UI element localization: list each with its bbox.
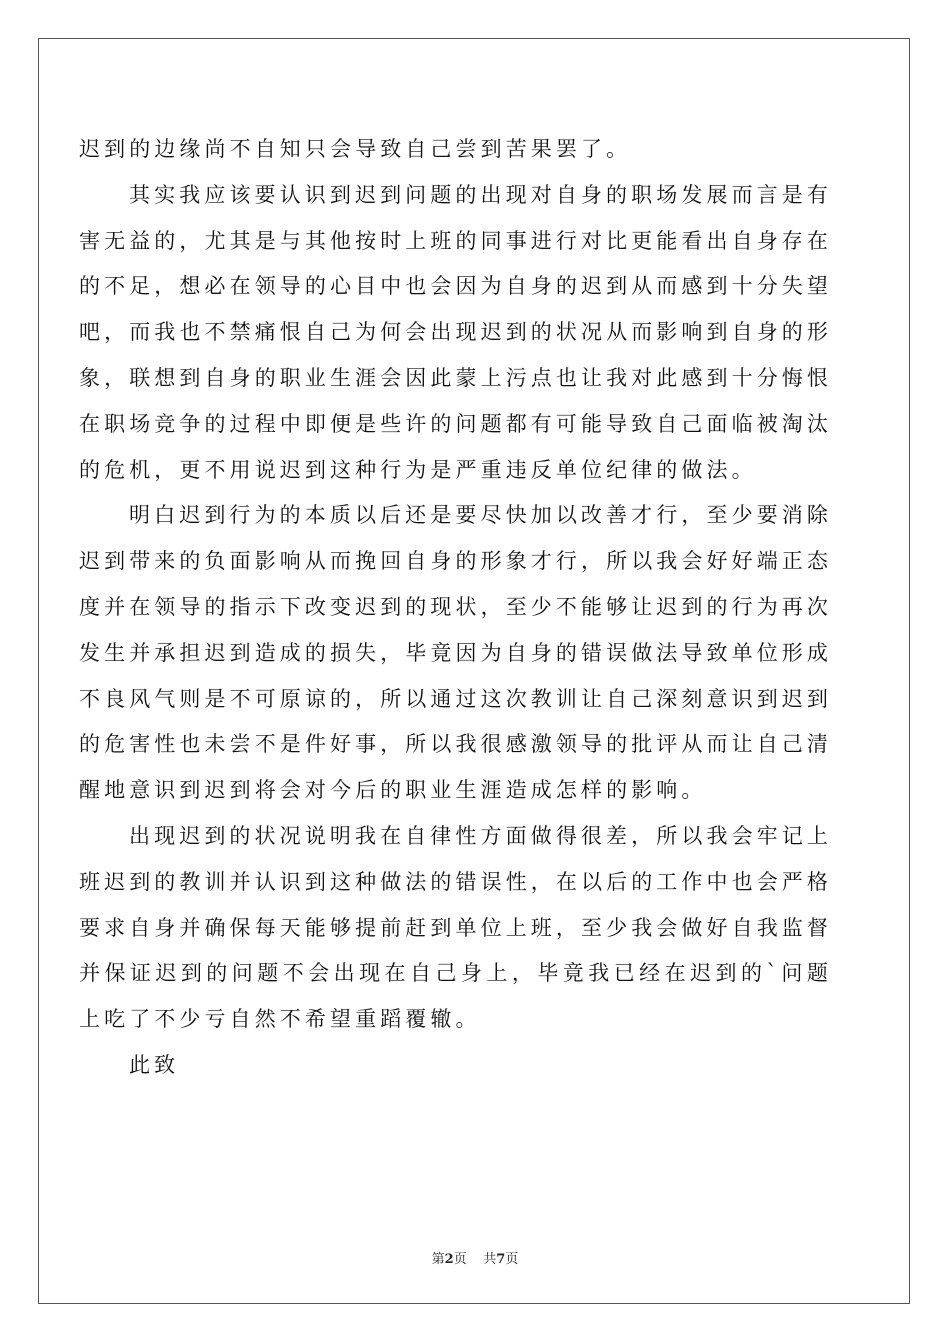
paragraph-2: 其实我应该要认识到迟到问题的出现对自身的职场发展而言是有害无益的，尤其是与其他按时上班的同事进行对比更能看出自身存在的不足，想必在领导的心目中也会因为自身的迟到从而感到十分失望吧，而我也不禁痛恨自己为何会出现迟到的状况从而影响到自身的形象，联想到自身的职业生涯会因此蒙上污点也让我对此感到十分悔恨在职场竞争的过程中即便是些许的问题都有可能导致自己面临被淘汰的危机，更不用说迟到这种行为是严重违反单位纪律的做法。: [79, 182, 832, 482]
paragraph-1: 迟到的边缘尚不自知只会导致自己尝到苦果罢了。: [79, 137, 632, 161]
page-number: 第2页: [431, 1252, 467, 1267]
total-pages: 共7页: [483, 1252, 519, 1267]
paragraph-4: 出现迟到的状况说明我在自律性方面做得很差，所以我会牢记上班迟到的教训并认识到这种做法的错误性，在以后的工作中也会严格要求自身并确保每天能够提前赶到单位上班，至少我会做好自我监督并保证迟到的问题不会出现在自己身上，毕竟我已经在迟到的`问题上吃了不少亏自然不希望重蹈覆辙。: [79, 823, 832, 1032]
page-footer: [0, 1248, 950, 1267]
paragraph-3: 明白迟到行为的本质以后还是要尽快加以改善才行，至少要消除迟到带来的负面影响从而挽回自身的形象才行，所以我会好好端正态度并在领导的指示下改变迟到的现状，至少不能够让迟到的行为再次发生并承担迟到造成的损失，毕竟因为自身的错误做法导致单位形成不良风气则是不可原谅的，所以通过这次教训让自己深刻意识到迟到的危害性也未尝不是件好事，所以我很感激领导的批评从而让自己清醒地意识到迟到将会对今后的职业生涯造成怎样的影响。: [79, 503, 832, 803]
closing-salutation: 此致: [129, 1052, 180, 1077]
document-body: [79, 127, 832, 1089]
